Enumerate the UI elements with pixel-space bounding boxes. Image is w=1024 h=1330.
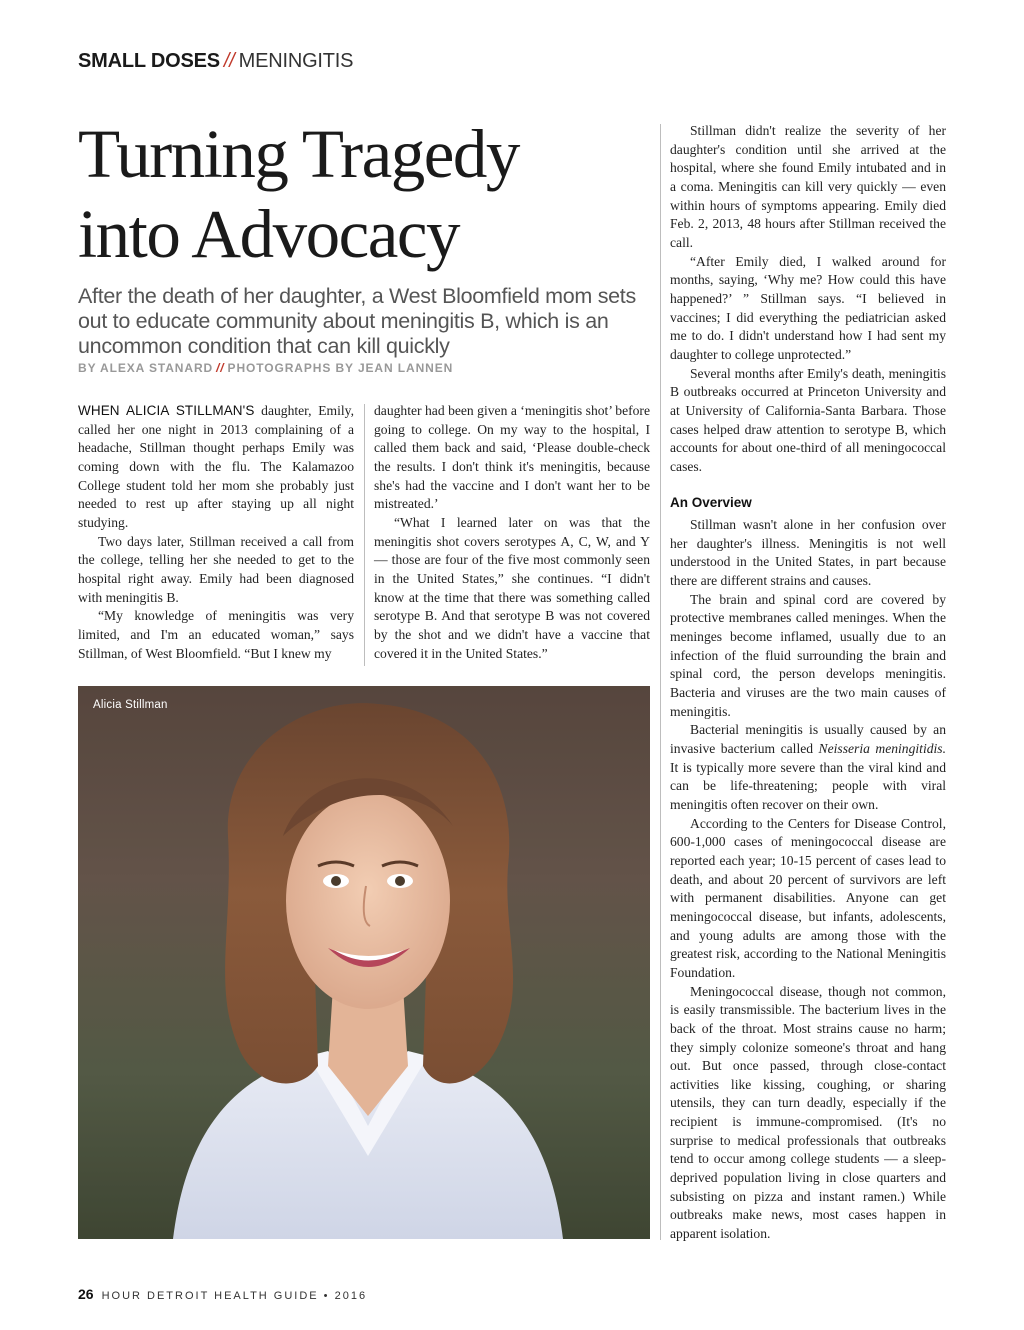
body-paragraph: WHEN ALICIA STILLMAN'S daughter, Emily, called her one night in 2013 complaining of a headache, Stillman thought perhaps Emily was coming down with the flu. The Kalamazoo College student told her mom she probably just needed to rest up after staying up all night studying. (78, 403, 354, 530)
body-paragraph: The brain and spinal cord are covered by protective membranes called meninges. When the meninges become inflamed, usually due to an infection of the fluid surrounding the brain and spinal cord, the person develops meningitis. Bacteria and viruses are the two main causes of meningitis. (670, 591, 946, 719)
lead-in: WHEN ALICIA STILLMAN'S (78, 403, 255, 418)
byline-photographer: PHOTOGRAPHS BY JEAN LANNEN (227, 361, 454, 375)
title-line-1: Turning Tragedy (78, 116, 519, 192)
body-column-1 (78, 402, 354, 663)
body-paragraph: Several months after Emily's death, meningitis B outbreaks occurred at Princeton University and at University of California-Santa Barbara. Those cases helped draw attention to serotype B, which accounts for about one-third of all meningococcal cases. (670, 365, 946, 474)
body-paragraph: Stillman didn't realize the severity of her daughter's condition until she arrived at the hospital, where she found Emily intubated and in a coma. Meningitis can kill very quickly — even within hours of symptoms appearing. Emily died Feb. 2, 2013, 48 hours after Stillman received the call. (670, 123, 946, 250)
portrait-photo (78, 686, 650, 1239)
article-title (78, 114, 648, 274)
title-line-2: into Advocacy (78, 196, 459, 272)
portrait-illustration (78, 686, 650, 1239)
photo-caption: Alicia Stillman (93, 699, 168, 711)
body-paragraph: “After Emily died, I walked around for months, saying, ‘Why me? How could this have happened?’ ” Stillman says. “I believed in vaccines; I did everything the pediatrician asked me to do. I didn't understand how I had sent my daughter to college unprotected.” (670, 253, 946, 362)
column-rule (364, 404, 365, 666)
section-divider: // (223, 50, 235, 72)
italic-term: Neisseria meningitidis. (818, 741, 946, 756)
byline-separator: // (216, 361, 225, 375)
section-topic: MENINGITIS (238, 50, 354, 72)
body-column-2 (374, 402, 650, 663)
column-rule (660, 124, 661, 1240)
section-header (78, 50, 353, 73)
section-label: SMALL DOSES (78, 50, 220, 72)
body-paragraph: Stillman wasn't alone in her confusion over her daughter's illness. Meningitis is not well understood in the United States, in part because there are different strains and causes. (670, 517, 946, 589)
page-footer (78, 1286, 367, 1302)
page-number: 26 (78, 1286, 94, 1302)
byline (78, 361, 453, 375)
subhead: An Overview (670, 495, 752, 511)
body-paragraph: Bacterial meningitis is usually caused by an invasive bacterium called Neisseria meningitidis. It is typically more severe than the viral kind and can be life-threatening; people with viral meningitis often recover on their own. (670, 722, 946, 812)
body-column-3 (670, 122, 946, 1244)
body-paragraph: Meningococcal disease, though not common, is easily transmissible. The bacterium lives in the back of the throat. Most strains cause no harm; they simply colonize someone's throat and hang out. But once passed, through close-contact activities like kissing, coughing, or sharing utensils, they can turn deadly, especially if the recipient is immune-compromised. (It's no surprise to medical professionals that outbreaks tend to occur among college students — a sleep-deprived population living in close quarters and subsisting on pizza and instant ramen.) While outbreaks make news, most cases happen in apparent isolation. (670, 983, 946, 1242)
body-paragraph: Two days later, Stillman received a call from the college, telling her she needed to get to the hospital right away. Emily had been diagnosed with meningitis B. (78, 533, 354, 605)
body-paragraph: daughter had been given a ‘meningitis shot’ before going to college. On my way to the hospital, I called them back and said, ‘Please double-check the results. I don't think it's meningitis, because she's had the vaccine and I don't want her to be mistreated.’ (374, 403, 650, 512)
article-dek: After the death of her daughter, a West Bloomfield mom sets out to educate community about meningitis B, which is an uncommon condition that can kill quickly (78, 284, 636, 358)
publication-name: HOUR DETROIT HEALTH GUIDE • 2016 (101, 1290, 368, 1302)
byline-author: BY ALEXA STANARD (78, 361, 214, 375)
body-paragraph: “What I learned later on was that the meningitis shot covers serotypes A, C, W, and Y — those are four of the five most commonly seen in the United States,” she continues. “I didn't know at the time that there was something called serotype B. And that serotype B was not covered by the shot and we didn't have a vaccine that covered it in the United States.” (374, 514, 650, 661)
body-paragraph: According to the Centers for Disease Control, 600-1,000 cases of meningococcal disease are reported each year; 10-15 percent of cases lead to death, and about 20 percent of survivors are left with permanent disabilities. Anyone can get meningococcal disease, but infants, adolescents, and young adults are among those with the greatest risk, according to the National Meningitis Foundation. (670, 815, 946, 980)
body-paragraph: “My knowledge of meningitis was very limited, and I'm an educated woman,” says Stillman, of West Bloomfield. “But I knew my (78, 608, 354, 661)
